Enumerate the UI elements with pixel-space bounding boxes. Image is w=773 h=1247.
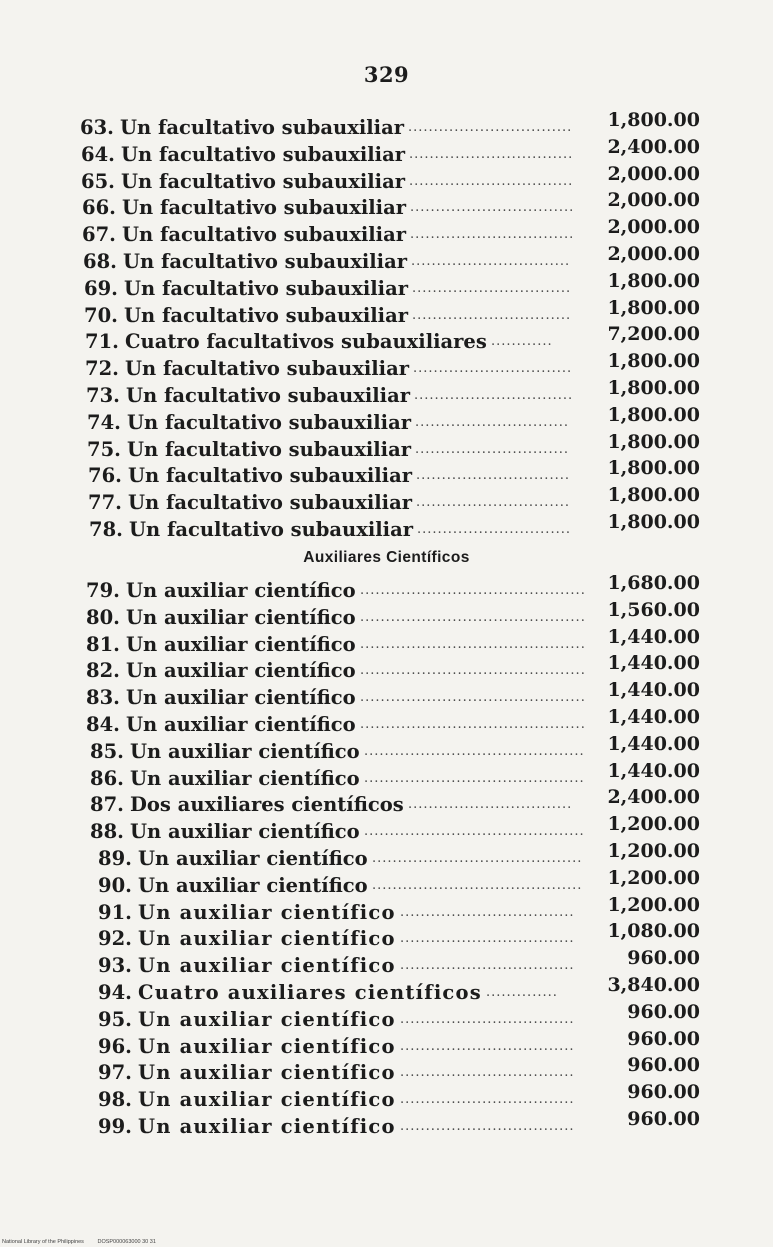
item-description: Un auxiliar científico <box>126 686 356 710</box>
item-amount: 1,440.00 <box>607 705 700 728</box>
page-footer <box>2 1239 168 1245</box>
item-number: 65. <box>81 169 115 193</box>
item-amount: 1,800.00 <box>607 109 700 131</box>
item-description: Un auxiliar científico <box>138 954 396 978</box>
item-description: Un auxiliar científico <box>126 605 356 629</box>
leader-dots: .................................. <box>400 1065 575 1081</box>
item-description: Un auxiliar científico <box>130 766 360 790</box>
item-amount: 1,200.00 <box>607 813 700 836</box>
item-number: 97. <box>98 1061 132 1085</box>
item-amount: 1,800.00 <box>607 296 700 319</box>
item-number: 76. <box>88 464 122 488</box>
item-description: Un facultativo subauxiliar <box>122 223 406 247</box>
item-amount: 1,800.00 <box>607 403 700 426</box>
item-number: 93. <box>98 954 132 978</box>
item-description: Un facultativo subauxiliar <box>126 383 410 407</box>
item-number: 92. <box>98 927 132 951</box>
item-description: Un auxiliar científico <box>138 1061 396 1085</box>
item-number: 98. <box>98 1088 132 1112</box>
leader-dots: ............................................ <box>360 690 586 706</box>
item-number: 88. <box>90 820 124 844</box>
item-description: Un facultativo subauxiliar <box>122 196 406 220</box>
leader-dots: .................................. <box>400 958 575 974</box>
leader-dots: .............................. <box>417 521 571 537</box>
item-description: Un facultativo subauxiliar <box>128 464 412 488</box>
leader-dots: ............................... <box>414 387 574 403</box>
item-description: Un auxiliar científico <box>138 873 368 897</box>
leader-dots: ................................ <box>409 173 574 189</box>
leader-dots: ......................................... <box>372 877 583 893</box>
footer-library: National Library of the Philippines <box>2 1239 84 1245</box>
item-amount: 1,200.00 <box>607 893 700 916</box>
item-amount: 960.00 <box>627 1107 700 1130</box>
item-number: 96. <box>98 1034 132 1058</box>
item-amount: 2,400.00 <box>607 786 700 809</box>
item-amount: 1,800.00 <box>607 457 700 480</box>
item-description: Un auxiliar científico <box>130 739 360 763</box>
item-number: 79. <box>86 579 120 602</box>
item-description: Un auxiliar científico <box>138 900 396 924</box>
leader-dots: .............................. <box>416 468 570 484</box>
item-number: 72. <box>85 357 119 381</box>
item-amount: 1,800.00 <box>607 376 700 399</box>
item-description: Un facultativo subauxiliar <box>123 249 407 273</box>
leader-dots: .............. <box>486 984 558 1000</box>
item-description: Dos auxiliares científicos <box>130 793 404 817</box>
leader-dots: ............................................ <box>360 583 586 598</box>
leader-dots: ................................ <box>410 227 575 243</box>
list-item <box>80 1000 700 1034</box>
leader-dots: .................................. <box>400 904 575 920</box>
item-number: 75. <box>87 437 121 461</box>
leader-dots: .................................. <box>400 931 575 947</box>
item-amount: 1,800.00 <box>607 269 700 292</box>
leader-dots: ........................................... <box>364 824 585 840</box>
item-description: Un auxiliar científico <box>138 1007 396 1031</box>
item-amount: 1,680.00 <box>607 572 700 594</box>
item-number: 73. <box>86 383 120 407</box>
item-amount: 2,000.00 <box>607 242 700 265</box>
item-number: 74. <box>87 410 121 434</box>
item-amount: 1,440.00 <box>607 759 700 782</box>
item-amount: 1,440.00 <box>607 652 700 675</box>
item-amount: 1,440.00 <box>607 625 700 648</box>
item-description: Un auxiliar científico <box>138 927 396 951</box>
item-number: 70. <box>84 303 118 327</box>
leader-dots: ........................................... <box>364 770 585 786</box>
item-amount: 2,000.00 <box>607 189 700 212</box>
item-amount: 1,800.00 <box>607 510 700 533</box>
item-description: Un facultativo subauxiliar <box>121 169 405 193</box>
list-item <box>80 510 700 544</box>
leader-dots: .................................. <box>400 1011 575 1027</box>
subheading-auxiliares: Auxiliares Científicos <box>303 549 470 566</box>
item-number: 64. <box>81 142 115 166</box>
leader-dots: ............ <box>491 334 553 350</box>
leader-dots: ................................ <box>410 200 575 216</box>
item-amount: 1,800.00 <box>607 350 700 373</box>
leader-dots: ............................... <box>412 307 572 323</box>
leader-dots: .................................. <box>400 1038 575 1054</box>
item-number: 99. <box>98 1114 132 1138</box>
list-item <box>80 1107 700 1141</box>
item-amount: 960.00 <box>627 1027 700 1050</box>
item-number: 81. <box>86 632 120 656</box>
list-item <box>80 920 700 953</box>
leader-dots: .................................. <box>400 1118 575 1134</box>
item-number: 78. <box>89 517 123 541</box>
item-description: Un auxiliar científico <box>138 1034 396 1058</box>
item-number: 94. <box>98 980 132 1004</box>
item-description: Un auxiliar científico <box>126 712 356 736</box>
item-amount: 1,800.00 <box>607 484 700 507</box>
item-number: 84. <box>86 712 120 736</box>
item-amount: 960.00 <box>627 1081 700 1104</box>
leader-dots: ................................ <box>408 120 573 135</box>
item-description: Un facultativo subauxiliar <box>127 437 411 461</box>
item-number: 87. <box>90 793 124 817</box>
item-description: Un auxiliar científico <box>138 846 368 870</box>
item-description: Un facultativo subauxiliar <box>127 410 411 434</box>
item-amount: 1,200.00 <box>607 839 700 862</box>
item-description: Un facultativo subauxiliar <box>124 276 408 300</box>
item-description: Un facultativo subauxiliar <box>124 303 408 327</box>
item-number: 69. <box>84 276 118 300</box>
item-number: 85. <box>90 739 124 763</box>
list-item <box>80 1081 700 1114</box>
item-number: 71. <box>85 330 119 354</box>
item-number: 63. <box>80 116 114 139</box>
item-amount: 2,000.00 <box>607 216 700 239</box>
leader-dots: .................................. <box>400 1092 575 1108</box>
page-number: 329 <box>363 62 410 87</box>
item-description: Un facultativo subauxiliar <box>120 116 404 139</box>
leader-dots: ............................................ <box>360 716 586 732</box>
leader-dots: ................................ <box>409 146 574 162</box>
footer-code: DOSP000063000 30 31 <box>97 1239 156 1245</box>
leader-dots: .............................. <box>415 441 569 457</box>
item-description: Cuatro facultativos subauxiliares <box>125 330 487 354</box>
leader-dots: ............................................ <box>360 636 586 652</box>
list-item <box>80 973 700 1007</box>
item-description: Un auxiliar científico <box>138 1088 396 1112</box>
item-amount: 1,560.00 <box>607 598 700 621</box>
item-description: Un facultativo subauxiliar <box>129 517 413 541</box>
item-amount: 1,440.00 <box>607 732 700 755</box>
leader-dots: ........................................... <box>364 743 585 759</box>
item-number: 82. <box>86 659 120 683</box>
item-number: 90. <box>98 873 132 897</box>
item-amount: 1,440.00 <box>607 679 700 702</box>
item-number: 89. <box>98 846 132 870</box>
item-amount: 7,200.00 <box>607 323 700 346</box>
leader-dots: ............................... <box>411 253 571 269</box>
item-number: 66. <box>82 196 116 220</box>
item-amount: 3,840.00 <box>607 973 700 996</box>
leader-dots: ................................ <box>408 797 573 813</box>
item-number: 67. <box>82 223 116 247</box>
item-amount: 1,800.00 <box>607 430 700 453</box>
item-description: Un auxiliar científico <box>126 579 356 602</box>
item-number: 86. <box>90 766 124 790</box>
section-facultativos <box>80 109 700 544</box>
leader-dots: .............................. <box>416 495 570 511</box>
leader-dots: ............................................ <box>360 663 586 679</box>
item-number: 83. <box>86 686 120 710</box>
item-description: Un auxiliar científico <box>126 632 356 656</box>
item-description: Un auxiliar científico <box>130 820 360 844</box>
item-amount: 1,200.00 <box>607 866 700 889</box>
item-amount: 1,080.00 <box>607 920 700 943</box>
item-number: 95. <box>98 1007 132 1031</box>
item-description: Un facultativo subauxiliar <box>125 357 409 381</box>
item-number: 80. <box>86 605 120 629</box>
item-description: Un auxiliar científico <box>126 659 356 683</box>
leader-dots: ............................................ <box>360 609 586 625</box>
leader-dots: ......................................... <box>372 850 583 866</box>
leader-dots: ............................... <box>412 280 572 296</box>
item-amount: 960.00 <box>627 1000 700 1023</box>
item-number: 77. <box>88 491 122 515</box>
item-amount: 2,000.00 <box>607 162 700 185</box>
section-auxiliares <box>80 572 700 1141</box>
item-description: Cuatro auxiliares científicos <box>138 980 482 1004</box>
item-amount: 960.00 <box>627 1054 700 1077</box>
item-number: 68. <box>83 249 117 273</box>
item-number: 91. <box>98 900 132 924</box>
item-description: Un auxiliar científico <box>138 1114 396 1138</box>
item-description: Un facultativo subauxiliar <box>121 142 405 166</box>
item-amount: 2,400.00 <box>607 135 700 158</box>
leader-dots: .............................. <box>415 414 569 430</box>
list-item <box>80 1027 700 1061</box>
item-amount: 960.00 <box>627 947 700 970</box>
list-item <box>80 1054 700 1087</box>
item-description: Un facultativo subauxiliar <box>128 491 412 515</box>
leader-dots: ............................... <box>413 361 573 377</box>
